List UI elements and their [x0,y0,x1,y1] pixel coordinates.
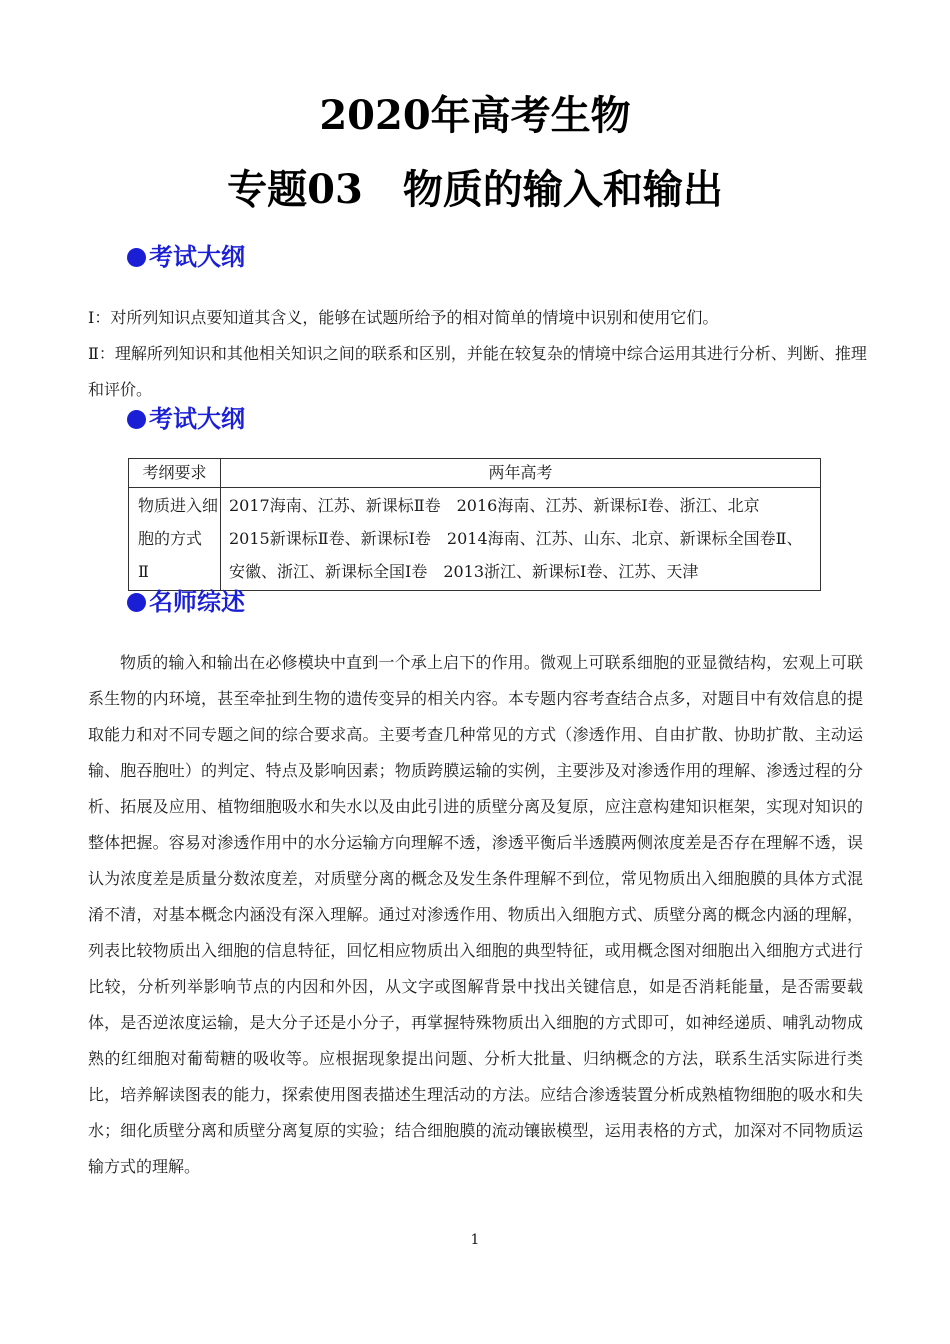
bullet-icon [127,410,146,429]
table-row [129,488,821,591]
syllabus-level-2: Ⅱ：理解所列知识和其他相关知识之间的联系和区别，并能在较复杂的情境中综合运用其进行分析、判断、推理和评价。 [88,344,867,399]
syllabus-level-1: Ⅰ：对所列知识点要知道其含义，能够在试题所给予的相对简单的情境中识别和使用它们。 [88,308,719,327]
section-heading-text: 名师综述 [149,587,245,616]
section-heading-summary [127,586,245,618]
section-heading-text: 考试大纲 [149,242,245,271]
table-cell-topic: 物质进入细胞的方式 Ⅱ [129,488,221,591]
table-header-row [129,459,821,488]
exam-table [128,458,821,591]
section-heading-exam [127,403,245,435]
summary-paragraph: 物质的输入和输出在必修模块中直到一个承上启下的作用。微观上可联系细胞的亚显微结构，宏观上可联系生物的内环境，甚至牵扯到生物的遗传变异的相关内容。本专题内容考查结合点多，对题目中有效信息的提取能力和对不同专题之间的综合要求高。主要考查几种常见的方式（渗透作用、自由扩散、协助扩散、主动运输、胞吞胞吐）的判定、特点及影响因素；物质跨膜运输的实例，主要涉及对渗透作用的理解、渗透过程的分析、拓展及应用、植物细胞吸水和失水以及由此引进的质壁分离及复原，应注意构建知识框架，实现对知识的整体把握。容易对渗透作用中的水分运输方向理解不透，渗透平衡后半透膜两侧浓度差是否存在理解不透，误认为浓度差是质量分数浓度差，对质壁分离的概念及发生条件理解不到位，常见物质出入细胞膜的具体方式混淆不清，对基本概念内涵没有深入理解。通过对渗透作用、物质出入细胞方式、质壁分离的概念内涵的理解，列表比较物质出入细胞的信息特征，回忆相应物质出入细胞的典型特征，或用概念图对细胞出入细胞方式进行比较，分析列举影响节点的内因和外因，从文字或图解背景中找出关键信息，如是否消耗能量，是否需要载体，是否逆浓度运输，是大分子还是小分子，再掌握特殊物质出入细胞的方式即可，如神经递质、哺乳动物成熟的红细胞对葡萄糖的吸收等。应根据现象提出问题、分析大批量、归纳概念的方法，联系生活实际进行类比，培养解读图表的能力，探索使用图表描述生理活动的方法。应结合渗透装置分析成熟植物细胞的吸水和失水；细化质壁分离和质壁分离复原的实验；结合细胞膜的流动镶嵌模型，运用表格的方式，加深对不同物质运输方式的理解。 [88,653,863,1176]
bullet-icon [127,248,146,267]
bullet-icon [127,593,146,612]
section-heading-syllabus [127,241,245,273]
page-title: 2020年高考生物 [319,92,631,139]
table-cell-exams: 2017海南、江苏、新课标Ⅱ卷 2016海南、江苏、新课标Ⅰ卷、浙江、北京 2015新课标Ⅱ卷、新课标Ⅰ卷 2014海南、江苏、山东、北京、新课标全国卷Ⅱ、安徽、浙江、新课标全国Ⅰ卷 2013浙江、新课标Ⅰ卷、江苏、天津 [221,488,821,591]
page-number: 1 [470,1232,480,1248]
table-header-exams: 两年高考 [221,459,821,488]
table-header-requirement: 考纲要求 [129,459,221,488]
page-subtitle: 专题03 物质的输入和输出 [227,166,723,213]
section-heading-text: 考试大纲 [149,404,245,433]
